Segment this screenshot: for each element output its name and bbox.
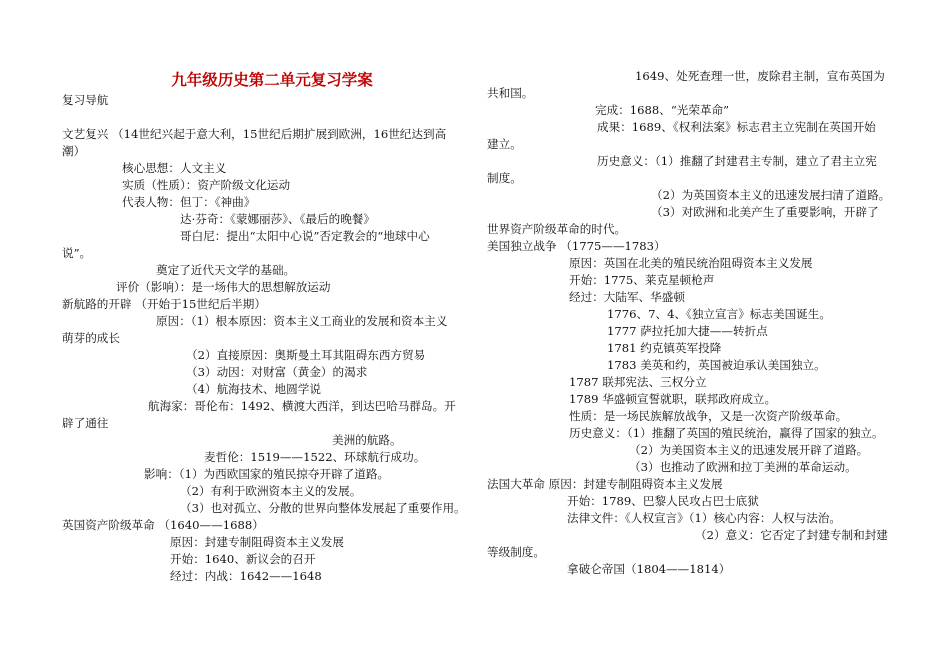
text-line: 英国资产阶级革命 （1640——1688） [62,518,264,532]
text-line: 原因：（1）根本原因：资本主义工商业的发展和资本主义 [156,314,448,328]
text-line: 潮） [62,144,86,158]
text-line: 美洲的航路。 [332,433,402,447]
text-line: 评价（影响）：是一场伟大的思想解放运动 [116,280,331,294]
text-line: 说”。 [62,246,92,260]
text-line: 原因：英国在北美的殖民统治阻碍资本主义发展 [569,256,813,270]
text-line: 历史意义：（1）推翻了封建君主专制，建立了君主立宪 [597,154,877,168]
text-line: 等级制度。 [487,545,545,559]
text-line: 开始：1775、莱克星顿枪声 [569,273,715,287]
text-line: 建立。 [487,137,522,151]
text-line: （3）也对孤立、分散的世界向整体发展起了重要作用。 [180,501,466,515]
text-line: （4）航海技术、地圆学说 [186,382,321,396]
text-line: （3）动因：对财富（黄金）的渴求 [186,365,368,379]
text-line: （2）意义：它否定了封建专制和封建 [695,528,888,542]
text-line: （2）为美国资本主义的迅速发展开辟了道路。 [629,443,869,457]
text-line: 1789 华盛顿宣誓就职，联邦政府成立。 [569,392,777,406]
text-line: 1776、7、4、《独立宣言》标志美国诞生。 [607,307,831,321]
text-line: 开始：1789、巴黎人民攻占巴士底狱 [567,494,759,508]
text-line: 达·芬奇：《蒙娜丽莎》、《最后的晚餐》 [180,212,375,226]
text-line: 经过：内战：1642——1648 [170,569,322,583]
text-line: 哥白尼：提出“太阳中心说”否定教会的“地球中心 [180,229,430,243]
text-line: 辟了通往 [62,416,109,430]
text-line: 原因：封建专制阻碍资本主义发展 [170,535,344,549]
text-line: 法律文件：《人权宣言》（1）核心内容：人权与法治。 [567,511,842,525]
text-line: 影响：（1）为西欧国家的殖民掠夺开辟了道路。 [144,467,390,481]
left-column [62,68,472,585]
text-line: 1787 联邦宪法、三权分立 [569,375,707,389]
text-line: 1777 萨拉托加大捷——转折点 [607,324,768,338]
text-line: 性质：是一场民族解放战争，又是一次资产阶级革命。 [569,409,848,423]
text-line: （2）为英国资本主义的迅速发展扫清了道路。 [651,188,891,202]
text-line: 核心思想：人文主义 [122,161,227,175]
text-line: 代表人物：但丁：《神曲》 [122,195,256,209]
text-line: 经过：大陆军、华盛顿 [569,290,685,304]
text-line: 完成：1688、“光荣革命” [595,103,730,117]
text-line: 实质（性质）：资产阶级文化运动 [122,178,291,192]
text-line: 世界资产阶级革命的时代。 [487,222,627,236]
text-line: 萌芽的成长 [62,331,120,345]
text-line: 1781 约克镇英军投降 [607,341,722,355]
text-line [62,109,472,126]
text-line: （3）也推动了欧洲和拉丁美洲的革命运动。 [629,460,857,474]
text-line: （3）对欧洲和北美产生了重要影响，开辟了 [651,205,879,219]
text-line: 文艺复兴 （14世纪兴起于意大利，15世纪后期扩展到欧洲，16世纪达到高 [62,127,447,141]
text-line: 1649、处死查理一世，废除君主制，宣布英国为 [635,69,885,83]
text-line: 共和国。 [487,86,534,100]
text-line: 麦哲伦：1519——1522、环球航行成功。 [204,450,426,464]
text-line: 历史意义：（1）推翻了英国的殖民统治，赢得了国家的独立。 [569,426,884,440]
right-column [487,68,897,578]
text-line: （2）直接原因：奥斯曼土耳其阻碍东西方贸易 [186,348,426,362]
text-line: 成果：1689、《权利法案》标志君主立宪制在英国开始 [597,120,876,134]
text-line: 法国大革命 原因：封建专制阻碍资本主义发展 [487,477,723,491]
text-line: 航海家：哥伦布：1492、横渡大西洋，到达巴哈马群岛。开 [148,399,456,413]
text-line: 开始：1640、新议会的召开 [170,552,316,566]
text-line: 拿破仑帝国（1804——1814） [567,562,731,576]
document-title: 九年级历史第二单元复习学案 [171,70,373,89]
text-line: 新航路的开辟 （开始于15世纪后半期） [62,297,266,311]
text-line: 美国独立战争 （1775——1783） [487,239,666,253]
text-line: 奠定了近代天文学的基础。 [156,263,296,277]
text-line: 制度。 [487,171,522,185]
text-line: 复习导航 [62,93,109,107]
text-line: （2）有利于欧洲资本主义的发展。 [180,484,362,498]
text-line: 1783 美英和约，英国被迫承认美国独立。 [607,358,826,372]
